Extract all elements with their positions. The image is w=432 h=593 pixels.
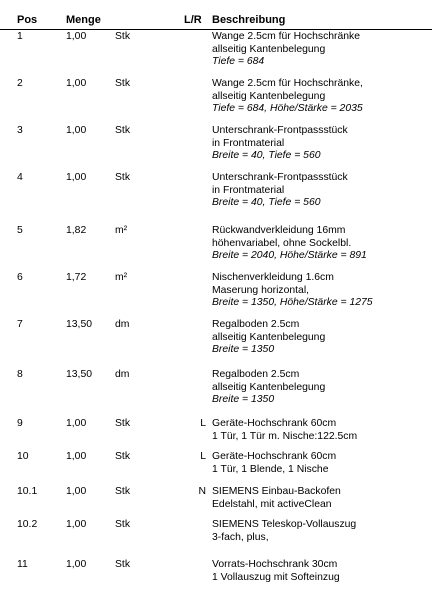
row-description [212,451,427,476]
row-unit: dm [115,319,130,330]
description-line: Regalboden 2.5cm [212,319,300,330]
row-menge: 1,72 [66,272,87,283]
dimension-detail: Breite = 1350 [212,344,275,355]
row-menge: 1,00 [66,172,87,183]
dimension-detail: Breite = 40, Tiefe = 560 [212,150,321,161]
description-line: allseitig Kantenbelegung [212,381,326,393]
description-line: Unterschrank-Frontpassstück [212,172,348,183]
row-description [212,369,427,407]
row-pos: 2 [17,78,23,89]
row-unit: Stk [115,486,131,497]
description-line: Maserung horizontal, [212,284,310,296]
description-line: 1 Tür, 1 Blende, 1 Nische [212,463,329,475]
row-menge: 1,00 [66,418,87,429]
row-description [212,172,427,210]
row-pos: 8 [17,369,23,380]
row-unit: Stk [115,172,131,183]
dimension-detail: Breite = 2040, Höhe/Stärke = 891 [212,250,367,261]
row-menge: 13,50 [66,369,93,380]
row-pos: 10.1 [17,486,38,497]
row-pos: 1 [17,31,23,42]
row-description [212,272,427,310]
row-menge: 1,00 [66,125,87,136]
header-menge: Menge [66,14,101,26]
row-lr: N [198,486,206,497]
dimension-detail: Tiefe = 684, Höhe/Stärke = 2035 [212,103,363,114]
row-lr: L [200,451,206,462]
row-lr: L [200,418,206,429]
row-menge: 1,00 [66,519,87,530]
row-unit: Stk [115,451,131,462]
row-description [212,486,427,511]
description-line: in Frontmaterial [212,184,285,196]
row-pos: 10.2 [17,519,38,530]
description-line: SIEMENS Teleskop-Vollauszug [212,519,357,530]
header-pos: Pos [17,14,38,26]
description-line: in Frontmaterial [212,137,285,149]
row-unit: Stk [115,125,131,136]
description-line: allseitig Kantenbelegung [212,331,326,343]
row-pos: 4 [17,172,23,183]
row-menge: 1,00 [66,559,87,570]
dimension-detail: Breite = 40, Tiefe = 560 [212,197,321,208]
row-description [212,559,427,584]
description-line: allseitig Kantenbelegung [212,90,326,102]
row-unit: Stk [115,78,131,89]
description-line: Unterschrank-Frontpassstück [212,125,348,136]
description-line: 1 Tür, 1 Tür m. Nische:122.5cm [212,430,358,442]
description-line: höhenvariabel, ohne Sockelbl. [212,237,352,249]
row-unit: Stk [115,559,131,570]
row-menge: 1,82 [66,225,87,236]
header-beschreibung: Beschreibung [212,14,286,26]
row-description [212,519,427,544]
row-menge: 1,00 [66,31,87,42]
row-description [212,225,427,263]
description-line: Regalboden 2.5cm [212,369,300,380]
description-line: 1 Vollauszug mit Softeinzug [212,571,340,583]
row-menge: 1,00 [66,486,87,497]
row-pos: 3 [17,125,23,136]
description-line: Wange 2.5cm für Hochschränke, [212,78,363,89]
row-menge: 1,00 [66,451,87,462]
row-unit: Stk [115,519,131,530]
row-unit: m² [115,225,128,236]
row-pos: 6 [17,272,23,283]
dimension-detail: Tiefe = 684 [212,56,265,67]
row-unit: Stk [115,31,131,42]
description-line: Geräte-Hochschrank 60cm [212,418,337,429]
description-line: Vorrats-Hochschrank 30cm [212,559,338,570]
row-description [212,319,427,357]
row-pos: 11 [17,559,28,570]
header-lr: L/R [184,14,202,26]
table-header [0,13,432,30]
description-line: SIEMENS Einbau-Backofen [212,486,341,497]
description-line: Rückwandverkleidung 16mm [212,225,346,236]
dimension-detail: Breite = 1350, Höhe/Stärke = 1275 [212,297,373,308]
row-pos: 9 [17,418,23,429]
description-line: 3-fach, plus, [212,531,269,543]
row-description [212,125,427,163]
dimension-detail: Breite = 1350 [212,394,275,405]
description-line: Wange 2.5cm für Hochschränke [212,31,361,42]
row-description [212,31,427,69]
description-line: Nischenverkleidung 1.6cm [212,272,334,283]
row-pos: 5 [17,225,23,236]
row-description [212,78,427,116]
row-unit: dm [115,369,130,380]
description-line: Edelstahl, mit activeClean [212,498,332,510]
row-unit: m² [115,272,128,283]
row-description [212,418,427,443]
row-pos: 10 [17,451,29,462]
row-menge: 1,00 [66,78,87,89]
description-line: Geräte-Hochschrank 60cm [212,451,337,462]
description-line: allseitig Kantenbelegung [212,43,326,55]
row-menge: 13,50 [66,319,93,330]
row-unit: Stk [115,418,131,429]
row-pos: 7 [17,319,23,330]
